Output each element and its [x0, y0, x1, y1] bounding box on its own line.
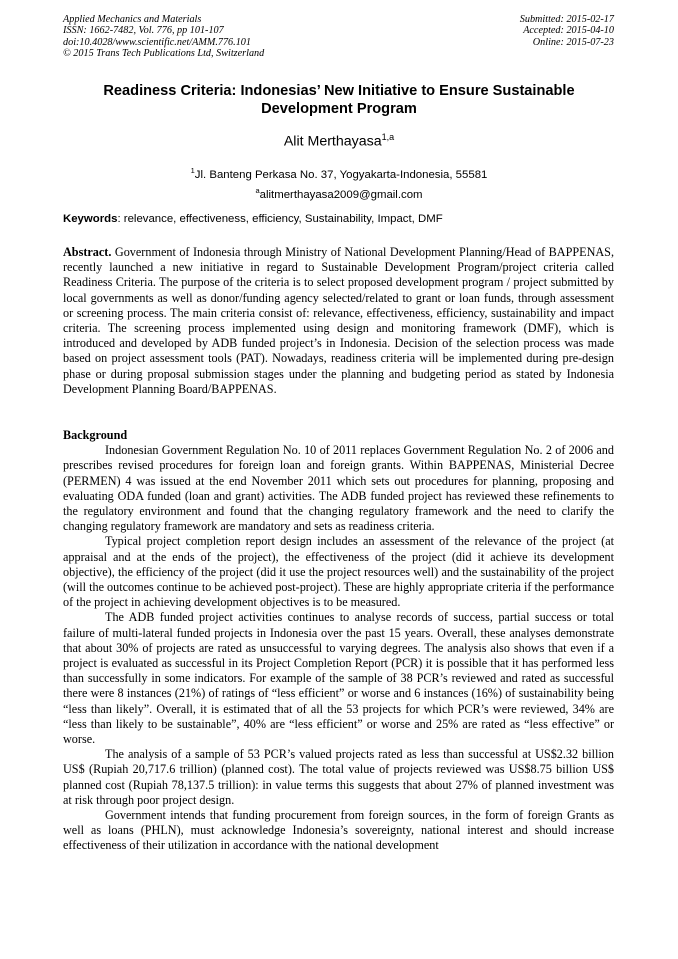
paper-title: Readiness Criteria: Indonesias’ New Initiative to Ensure Sustainable Development Program [103, 83, 575, 117]
author-name: Alit Merthayasa [283, 133, 382, 150]
paragraph: The ADB funded project activities continues to analyse records of success, partial success or total failure of multi-lateral funded projects in Indonesia over the past 15 years. Overall, these analyses demonstrate that about 30% of projects are rated as unsuccessful to varying degrees. The analysis also shows that even if a project is evaluated as successful in its Project Completion Report (PCR) it is possible that it has performed less than successfully in some indicators. For example of the sample of 38 PCR’s reviewed and rated as successful there were 8 instances (21%) of ratings of “less efficient” or worse and 6 instances (16%) of sustainability being “less than likely”. Overall, it is estimated that of all the 53 projects for which PCR’s were reviewed, 34% are “less than likely to be sustainable”, 40% are “less efficient” or worse and 25% are rated as “less effective” or worse. [63, 610, 614, 747]
paragraph: Typical project completion report design includes an assessment of the relevance of the project (at appraisal and at the ends of the project), the effectiveness of the project (did it achieve its development objective), the efficiency of the project (did it use the project resources well) and the sustainability of the project (will the outcomes continue to be achieved post-project). These are highly appropriate criteria if the performance of the project in achieving development objectives is to be measured. [63, 534, 614, 610]
abstract-label: Abstract. [63, 245, 112, 259]
journal-issn: ISSN: 1662-7482, Vol. 776, pp 101-107 [63, 25, 224, 37]
keywords-text: : relevance, effectiveness, efficiency, Sustainability, Impact, DMF [117, 213, 443, 225]
affiliation-address: Jl. Banteng Perkasa No. 37, Yogyakarta-Indonesia, 55581 [194, 168, 488, 181]
paragraph: Government intends that funding procurement from foreign sources, in the form of foreign Grants as well as loans (PHLN), must acknowledge Indonesia’s sovereignty, national interest and should increase effectiveness of their utilization in accordance with the national development [63, 808, 614, 853]
online-date: Online: 2015-07-23 [532, 36, 614, 48]
section-heading: Background [63, 428, 128, 442]
keywords-label: Keywords [63, 213, 118, 225]
author-email[interactable]: alitmerthayasa2009@gmail.com [259, 188, 423, 201]
submission-dates [520, 14, 614, 48]
submitted-date: Submitted: 2015-02-17 [519, 14, 614, 25]
affiliation-sup-1: 1 [190, 166, 195, 175]
journal-name: Applied Mechanics and Materials [63, 14, 202, 25]
journal-header [63, 14, 264, 60]
journal-doi: doi:10.4028/www.scientific.net/AMM.776.101 [63, 36, 251, 48]
abstract-text: Government of Indonesia through Ministry of National Development Planning/Head of BAPPENAS, recently launched a new initiative in regard to Sustainable Development Program/project criteria called Readiness Criteria. The purpose of the criteria is to select proposed development program / project submitted by local governments as well as donor/funding agency selected/related to grant or loan funds, through assessment or screening process. The main criteria consist of: relevance, effectiveness, efficiency, sustainability and impact criteria. The screening process implemented using design and monitoring framework (DMF), which is introduced and developed by ADB funded project’s in Indonesia. Decision of the selection process was made based on project assessment tools (PAT). Nowadays, readiness criteria will be implemented during pre-design phase or during proposal submission stages under the planning and budgeting period as stated by Indonesia Development Planning Board/BAPPENAS. [63, 245, 614, 396]
abstract [63, 245, 614, 397]
journal-copyright: © 2015 Trans Tech Publications Ltd, Switzerland [63, 48, 265, 60]
keywords [63, 212, 623, 226]
accepted-date: Accepted: 2015-04-10 [523, 25, 614, 37]
paragraph: Indonesian Government Regulation No. 10 of 2011 replaces Government Regulation No. 2 of 2006 and prescribes revised procedures for foreign loan and foreign grants. Within BAPPENAS, Ministerial Decree (PERMEN) 4 was issued at the end November 2011 which sets out procedures for planning, proposing and evaluating ODA funded (loan and grant) activities. The ADB funded project has reviewed these refinements to the regulatory environment and found that the changing regulatory framework and the need to clarify the changing regulatory framework are mandatory and sets as readiness criteria. [63, 443, 614, 534]
paragraph: The analysis of a sample of 53 PCR’s valued projects rated as less than successful at US$2.32 billion US$ (Rupiah 20,717.6 trillion) (planned cost). The total value of projects reviewed was US$8.75 billion US$ planned cost (Rupiah 78,137.5 trillion): in value terms this suggests that about 27% of planned investment was at risk through poor project design. [63, 747, 614, 807]
background-section [63, 428, 614, 854]
author-line [60, 128, 618, 151]
affiliation [60, 163, 618, 203]
author-superscript: 1,a [381, 132, 395, 142]
affiliation-sup-a: a [255, 185, 260, 195]
